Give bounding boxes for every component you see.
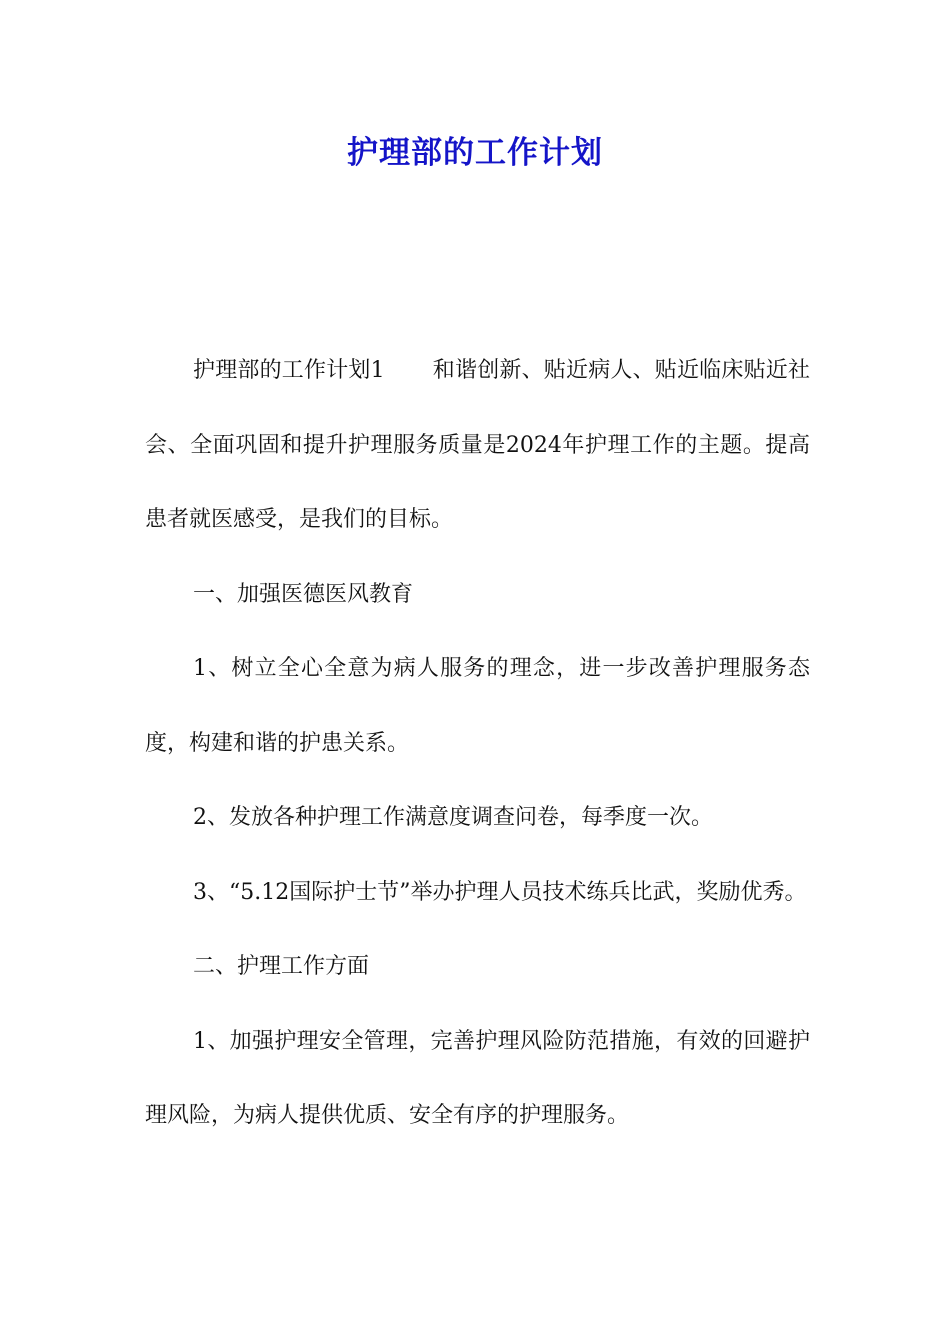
document-body bbox=[145, 334, 810, 1154]
list-item: 1、加强护理安全管理，完善护理风险防范措施，有效的回避护理风险，为病人提供优质、安全有序的护理服务。 bbox=[145, 1028, 810, 1128]
intro-label: 护理部的工作计划1 bbox=[193, 358, 385, 383]
page-title: 护理部的工作计划 bbox=[347, 135, 603, 171]
section-heading-2: 二、护理工作方面 bbox=[193, 954, 370, 979]
section-heading-1: 一、加强医德医风教育 bbox=[193, 581, 414, 607]
intro-text: 和谐创新、贴近病人、贴近临床贴近社会、全面巩固和提升护理服务质量是2024年护理工作的主题。提高患者就医感受，是我们的目标。 bbox=[145, 358, 810, 532]
list-item: 2、发放各种护理工作满意度调查问卷，每季度一次。 bbox=[193, 805, 713, 830]
list-item: 3、“5.12国际护士节”举办护理人员技术练兵比武，奖励优秀。 bbox=[193, 879, 807, 905]
list-item: 1、树立全心全意为病人服务的理念，进一步改善护理服务态度，构建和谐的护患关系。 bbox=[145, 656, 810, 756]
intro-paragraph bbox=[145, 334, 810, 558]
